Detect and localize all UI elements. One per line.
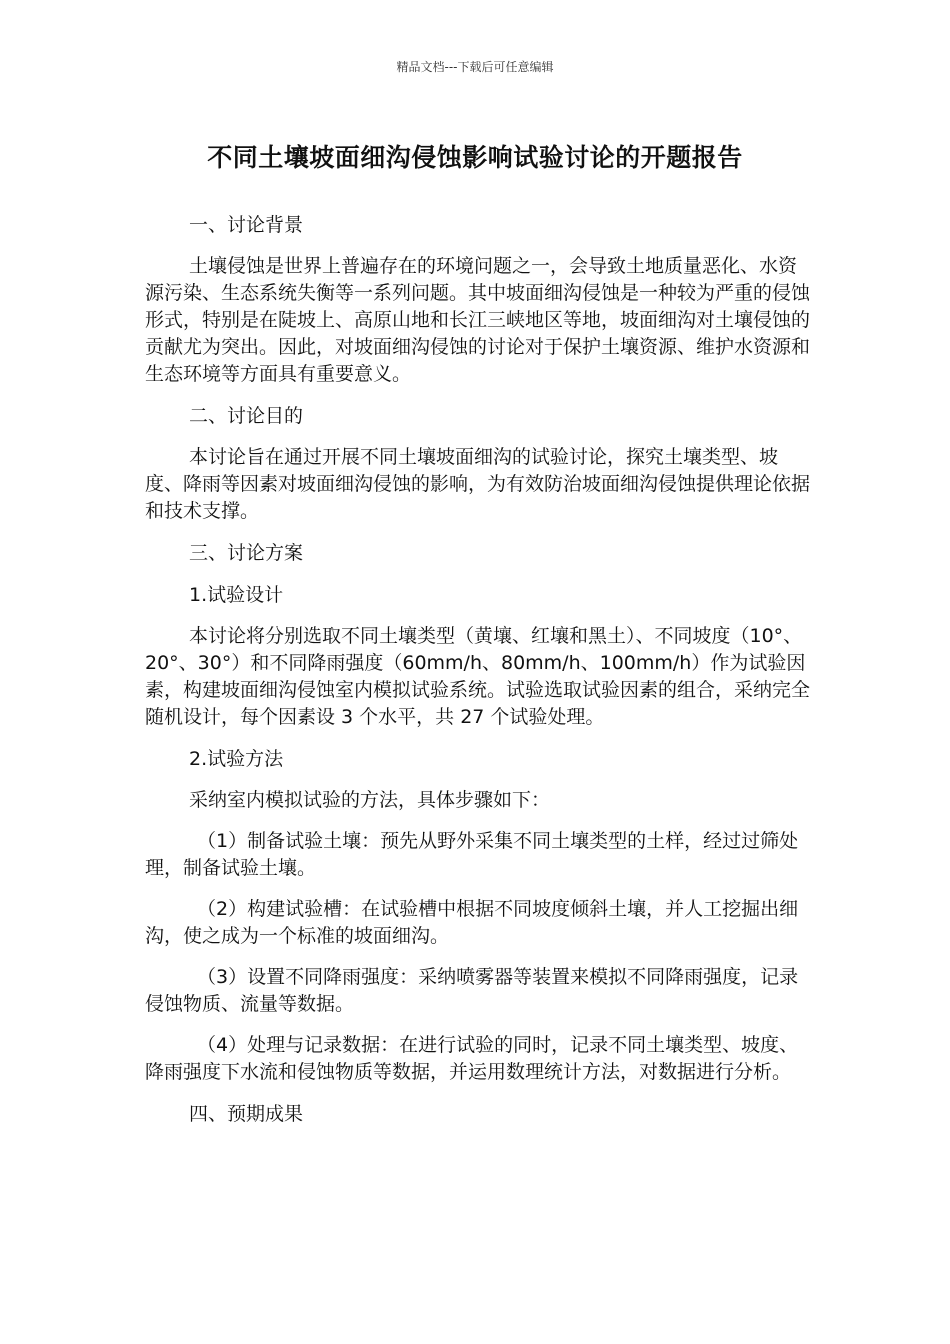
method-step-3: （3）设置不同降雨强度：采纳喷雾器等装置来模拟不同降雨强度，记录侵蚀物质、流量等数据。 bbox=[145, 966, 799, 1015]
paragraph-method-intro: 采纳室内模拟试验的方法，具体步骤如下： bbox=[189, 789, 551, 811]
paragraph-background: 土壤侵蚀是世界上普遍存在的环境问题之一，会导致土地质量恶化、水资源污染、生态系统失衡等一系列问题。其中坡面细沟侵蚀是一种较为严重的侵蚀形式，特别是在陡坡上、高原山地和长江三峡地区等地，坡面细沟对土壤侵蚀的贡献尤为突出。因此，对坡面细沟侵蚀的讨论对于保护土壤资源、维护水资源和生态环境等方面具有重要意义。 bbox=[145, 255, 811, 385]
section-heading-purpose: 二、讨论目的 bbox=[189, 405, 304, 427]
subsection-heading-method: 2.试验方法 bbox=[189, 748, 284, 770]
paragraph-design: 本讨论将分别选取不同土壤类型（黄壤、红壤和黑土）、不同坡度（10°、20°、30°）和不同降雨强度（60mm/h、80mm/h、100mm/h）作为试验因素，构建坡面细沟侵蚀室内模拟试验系统。试验选取试验因素的组合，采纳完全随机设计，每个因素设 3 个水平，共 27 个试验处理。 bbox=[145, 625, 811, 728]
paragraph-purpose: 本讨论旨在通过开展不同土壤坡面细沟的试验讨论，探究土壤类型、坡度、降雨等因素对坡面细沟侵蚀的影响，为有效防治坡面细沟侵蚀提供理论依据和技术支撑。 bbox=[145, 446, 811, 522]
section-heading-plan: 三、讨论方案 bbox=[189, 542, 304, 564]
header-note: 精品文档---下载后可任意编辑 bbox=[396, 60, 554, 74]
method-step-2: （2）构建试验槽：在试验槽中根据不同坡度倾斜土壤，并人工挖掘出细沟，使之成为一个标准的坡面细沟。 bbox=[145, 898, 799, 947]
document-body bbox=[145, 212, 810, 1128]
method-step-4: （4）处理与记录数据：在进行试验的同时，记录不同土壤类型、坡度、降雨强度下水流和侵蚀物质等数据，并运用数理统计方法，对数据进行分析。 bbox=[145, 1034, 799, 1083]
section-heading-background: 一、讨论背景 bbox=[189, 214, 304, 236]
method-step-1: （1）制备试验土壤：预先从野外采集不同土壤类型的土样，经过过筛处理，制备试验土壤。 bbox=[145, 830, 799, 879]
document-title: 不同土壤坡面细沟侵蚀影响试验讨论的开题报告 bbox=[207, 143, 743, 172]
section-heading-expected-results: 四、预期成果 bbox=[189, 1103, 304, 1125]
subsection-heading-design: 1.试验设计 bbox=[189, 584, 284, 606]
